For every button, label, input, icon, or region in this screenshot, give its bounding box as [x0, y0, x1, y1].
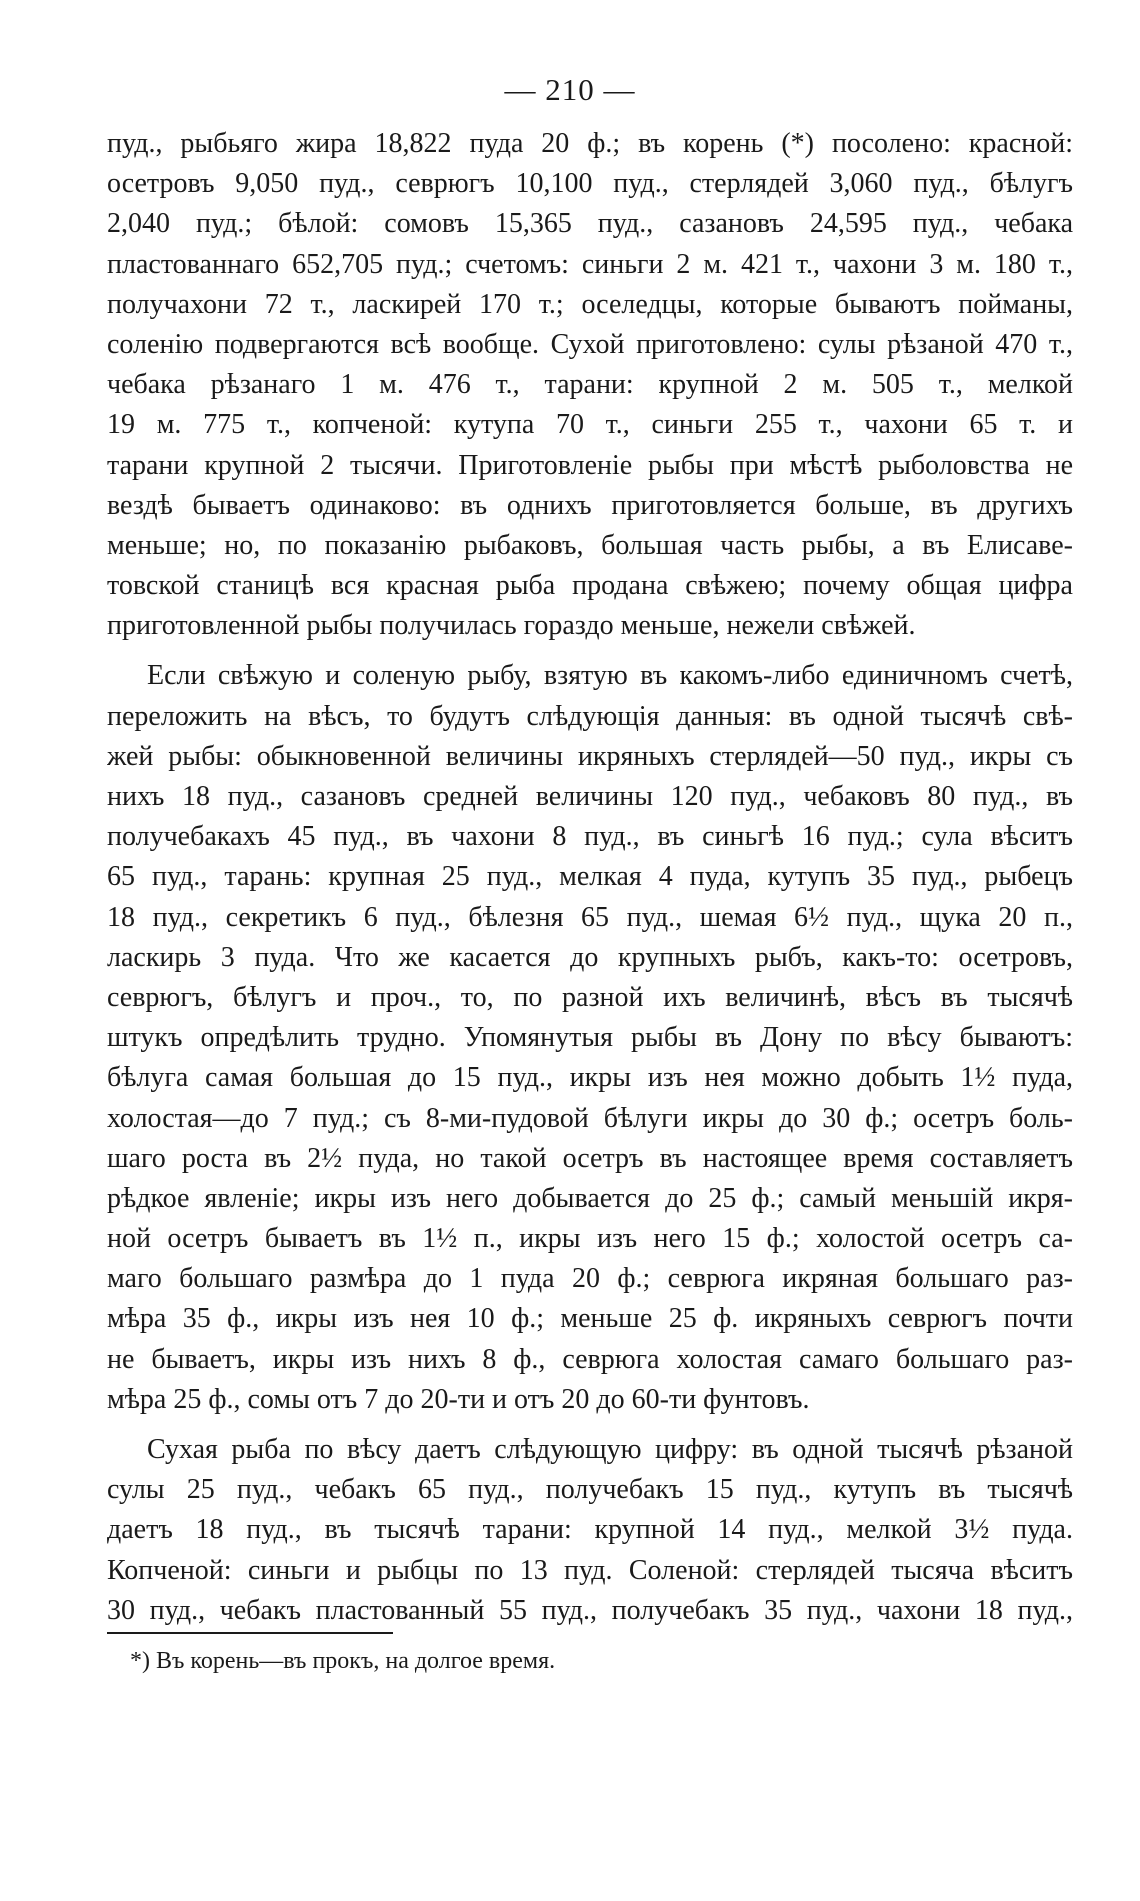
text-line: товской станицѣ вся красная рыба продана свѣжею; почему общая цифра [107, 570, 1073, 602]
text-line: шаго роста въ 2½ пуда, но такой осетръ въ настоящее время составляетъ [107, 1142, 1073, 1174]
text-line: мѣра 25 ф., сомы отъ 7 до 20-ти и отъ 20 до 60-ти фунтовъ. [107, 1383, 810, 1415]
text-line: нихъ 18 пуд., сазановъ средней величины 120 пуд., чебаковъ 80 пуд., въ [107, 781, 1073, 812]
text-line: 2,040 пуд.; бѣлой: сомовъ 15,365 пуд., сазановъ 24,595 пуд., чебака [107, 208, 1073, 240]
text-line: осетровъ 9,050 пуд., севрюгъ 10,100 пуд., стерлядей 3,060 пуд., бѣлугъ [107, 168, 1073, 200]
footnote-divider [107, 1632, 393, 1634]
text-line: меньше; но, по показанію рыбаковъ, большая часть рыбы, а въ Елисаве- [107, 529, 1073, 561]
paragraph-2 [107, 656, 1073, 1420]
text-line: рѣдкое явленіе; икры изъ него добывается до 25 ф.; самый меньшій икря- [107, 1182, 1073, 1214]
text-line: пуд., рыбьяго жира 18,822 пуда 20 ф.; въ корень (*) посолено: красной: [107, 128, 1073, 159]
paragraph-gap [107, 1420, 1073, 1430]
text-line: мѣра 35 ф., икры изъ нея 10 ф.; меньше 25 ф. икряныхъ севрюгъ почти [107, 1303, 1073, 1335]
text-line: штукъ опредѣлить трудно. Упомянутыя рыбы въ Дону по вѣсу бываютъ: [107, 1022, 1073, 1054]
paragraph-gap [107, 646, 1073, 656]
text-line: вездѣ бываетъ одинаково: въ однихъ приготовляется больше, въ другихъ [107, 489, 1073, 521]
text-line: маго большаго размѣра до 1 пуда 20 ф.; севрюга икряная большаго раз- [107, 1263, 1073, 1295]
text-line: Копченой: синьги и рыбцы по 13 пуд. Соленой: стерлядей тысяча вѣситъ [107, 1554, 1073, 1586]
text-line: даетъ 18 пуд., въ тысячѣ тарани: крупной 14 пуд., мелкой 3½ пуда. [107, 1514, 1073, 1546]
text-line: пластованнаго 652,705 пуд.; счетомъ: синьги 2 м. 421 т., чахони 3 м. 180 т., [107, 248, 1073, 280]
text-line: приготовленной рыбы получилась гораздо меньше, нежели свѣжей. [107, 610, 916, 642]
body-text [107, 124, 1073, 1631]
text-line: тарани крупной 2 тысячи. Приготовленіе рыбы при мѣстѣ рыболовства не [107, 449, 1073, 481]
paragraph-3 [107, 1430, 1073, 1631]
text-line: 18 пуд., секретикъ 6 пуд., бѣлезня 65 пуд., шемая 6½ пуд., щука 20 п., [107, 901, 1073, 933]
text-line: соленію подвергаются всѣ вообще. Сухой приготовлено: сулы рѣзаной 470 т., [107, 328, 1073, 360]
text-line: чебака рѣзанаго 1 м. 476 т., тарани: крупной 2 м. 505 т., мелкой [107, 369, 1073, 401]
text-line: не бываетъ, икры изъ нихъ 8 ф., севрюга холостая самаго большаго раз- [107, 1343, 1073, 1375]
text-line: жей рыбы: обыкновенной величины икряныхъ стерлядей—50 пуд., икры съ [107, 740, 1073, 772]
text-line: Сухая рыба по вѣсу даетъ слѣдующую цифру: въ одной тысячѣ рѣзаной [147, 1434, 1073, 1465]
text-line: переложить на вѣсъ, то будутъ слѣдующія данныя: въ одной тысячѣ свѣ- [107, 700, 1073, 732]
text-line: ной осетръ бываетъ въ 1½ п., икры изъ него 15 ф.; холостой осетръ са- [107, 1223, 1073, 1255]
text-line: получахони 72 т., ласкирей 170 т.; оселедцы, которые бываютъ пойманы, [107, 288, 1073, 320]
text-line: холостая—до 7 пуд.; съ 8-ми-пудовой бѣлуги икры до 30 ф.; осетръ боль- [107, 1102, 1073, 1134]
text-line: получебакахъ 45 пуд., въ чахони 8 пуд., въ синьгѣ 16 пуд.; сула вѣситъ [107, 821, 1073, 853]
text-line: 19 м. 775 т., копченой: кутупа 70 т., синьги 255 т., чахони 65 т. и [107, 409, 1073, 441]
page-number: — 210 — [504, 72, 636, 107]
text-line: бѣлуга самая большая до 15 пуд., икры изъ нея можно добыть 1½ пуда, [107, 1062, 1073, 1094]
footnote: *) Въ корень—въ прокъ, на долгое время. [130, 1648, 556, 1674]
text-line: 30 пуд., чебакъ пластованный 55 пуд., получебакъ 35 пуд., чахони 18 пуд., [107, 1594, 1073, 1626]
text-line: 65 пуд., тарань: крупная 25 пуд., мелкая 4 пуда, кутупъ 35 пуд., рыбецъ [107, 861, 1073, 893]
text-line: Если свѣжую и соленую рыбу, взятую въ какомъ-либо единичномъ счетѣ, [147, 660, 1073, 692]
text-line: сулы 25 пуд., чебакъ 65 пуд., получебакъ 15 пуд., кутупъ въ тысячѣ [107, 1474, 1073, 1506]
paragraph-1 [107, 124, 1073, 646]
text-line: севрюгъ, бѣлугъ и проч., то, по разной ихъ величинѣ, вѣсъ въ тысячѣ [107, 981, 1073, 1013]
text-line: ласкирь 3 пуда. Что же касается до крупныхъ рыбъ, какъ-то: осетровъ, [107, 941, 1073, 973]
